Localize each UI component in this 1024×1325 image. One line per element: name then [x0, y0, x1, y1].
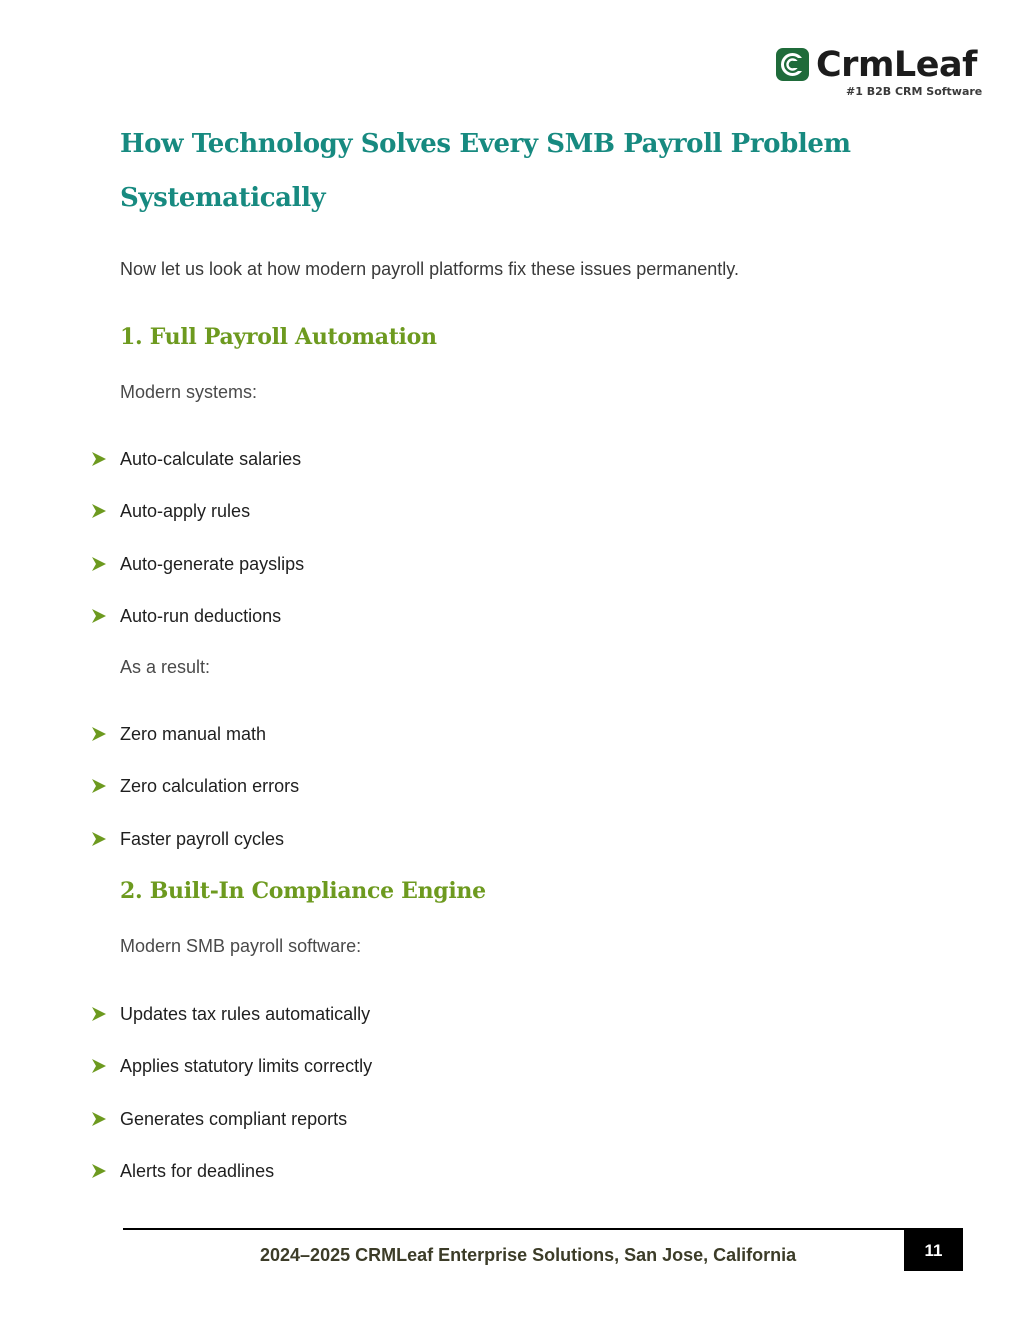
arrow-bullet-icon	[90, 502, 108, 520]
arrow-bullet-icon	[90, 830, 108, 848]
arrow-bullet-icon	[90, 1110, 108, 1128]
arrow-bullet-icon	[90, 777, 108, 795]
arrow-bullet-icon	[90, 1005, 108, 1023]
brand-logo	[776, 44, 986, 104]
section-lead: Modern SMB payroll software:	[120, 936, 362, 956]
footer-divider	[123, 1228, 963, 1230]
page-title: How Technology Solves Every SMB Payroll Problem Systematically	[120, 129, 851, 213]
arrow-bullet-icon	[90, 607, 108, 625]
result-label: As a result:	[120, 657, 211, 677]
crmleaf-logo-icon	[776, 48, 809, 81]
logo-wordmark: CrmLeaf	[816, 45, 977, 85]
arrow-bullet-icon	[90, 1057, 108, 1075]
arrow-bullet-icon	[90, 450, 108, 468]
page-number: 11	[904, 1230, 963, 1271]
section-heading-automation: 1. Full Payroll Automation	[120, 324, 437, 350]
logo-tagline: #1 B2B CRM Software	[846, 85, 983, 98]
arrow-bullet-icon	[90, 555, 108, 573]
arrow-bullet-icon	[90, 1162, 108, 1180]
arrow-bullet-icon	[90, 725, 108, 743]
intro-paragraph: Now let us look at how modern payroll platforms fix these issues permanently.	[120, 259, 739, 279]
section-heading-compliance: 2. Built-In Compliance Engine	[120, 878, 486, 904]
footer-text: 2024–2025 CRMLeaf Enterprise Solutions, San Jose, California	[260, 1245, 797, 1265]
section-lead: Modern systems:	[120, 382, 258, 402]
